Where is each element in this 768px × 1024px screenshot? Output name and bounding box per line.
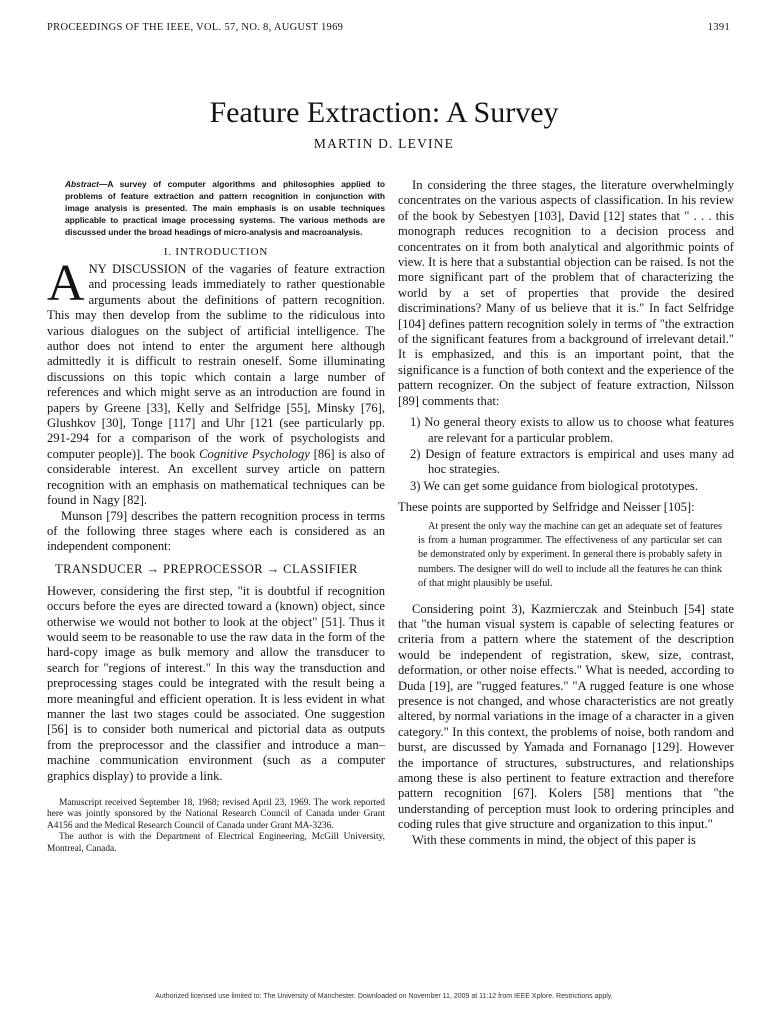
abstract-lead: Abstract <box>65 179 99 189</box>
closing-line: With these comments in mind, the object of this paper is <box>412 832 696 847</box>
running-head <box>47 22 730 33</box>
paper-title: Feature Extraction: A Survey <box>209 96 559 130</box>
literature-paragraph: In considering the three stages, the literature overwhelmingly concentrates on the various aspects of classification. In his review of the book by Sebestyen [103], David [12] states that " . . . this monograph reduces recognition to a decision process and concentrates on it from both analytical and algorithmic points of view. It is here that a substantial objection can be raised. Is not the more significant part of the problem that of characterizing the world by a set of properties that provide the desired discriminations? Many of us believe that it is." In fact Selfridge [104] defines pattern recognition solely in terms of "the extraction of the significant features from a background of irrelevant detail." It is emphasized, and this is an important point, that the significance is a function of both context and the experience of the pattern recognizer. On the subject of feature extraction, Nilsson [89] comments that: <box>398 178 734 408</box>
nilsson-points-list <box>398 415 734 494</box>
list-item: 1) No general theory exists to allow us to choose what features are relevant for a particular problem. <box>410 415 734 445</box>
author-name: MARTIN D. LEVINE <box>313 136 455 151</box>
manuscript-footnote: Manuscript received September 18, 1968; revised April 23, 1969. The work reported here was jointly sponsored by the National Research Council of Canada under Grant A4156 and the Medical Research Council of Canada under Grant MA-3236. <box>47 798 385 831</box>
intro-paragraph <box>47 255 385 509</box>
munson-paragraph: Munson [79] describes the pattern recognition process in terms of the following three stages where each is considered as an independent component: <box>47 508 385 554</box>
block-quote <box>418 520 722 592</box>
list-item: 2) Design of feature extractors is empirical and uses many ad hoc strategies. <box>410 446 734 477</box>
list-item: 3) We can get some guidance from biological prototypes. <box>410 478 698 493</box>
abstract-text: —A survey of computer algorithms and philosophies applied to problems of feature extraction and pattern recognition in conjunction with image analysis is presented. The main emphasis is on usable techniques applicable to practical image processing systems. The various methods are discussed under the broad headings of micro-analysis and macroanalysis. <box>65 179 385 237</box>
quote-text: At present the only way the machine can get an adequate set of features is from a human programmer. The effectiveness of any particular set can be demonstrated only by experiment. In general there is probably safety in numbers. The designer will do well to include all the features he can think of that might plausibly be useful. <box>418 520 722 590</box>
intro-text-end: [86] is also of considerable interest. An excellent survey article on pattern recognition with an emphasis on mathematical techniques can be found in Nagy [82]. <box>47 446 385 508</box>
intro-text: NY DISCUSSION of the vagaries of feature extraction and processing leads immediately to rather questionable arguments about the definitions of pattern recognition. This may then develop from the sublime to the ridiculous into various dialogues on the subject of artificial intelligence. The author does not intend to enter the argument here although admittedly it is difficult to restrain oneself. Some illuminating discussions on this topic which contain a large number of references and which might serve as an introduction are found in papers by Greene [33], Kelly and Selfridge [55], Minsky [76], Glushkov [30], Tonge [117] and Uhr [121 (see particularly pp. 291-294 for a comparison of the work of psychologists and computer people)]. The book <box>47 262 385 461</box>
book-title: Cognitive Psychology <box>199 446 310 461</box>
page-number: 1391 <box>707 22 730 33</box>
author-affiliation-footnote: The author is with the Department of Electrical Engineering, McGill University, Montreal, Canada. <box>47 832 385 854</box>
transducer-paragraph: However, considering the first step, "it is doubtful if recognition occurs before the eyes are directed toward a (known) object, since otherwise we would not bother to look at the object" [51]. Thus it would seem to be reasonable to use the raw data in the form of the hard-copy image as bulk memory and allow the transducer to search for "regions of interest." In this way the transduction and preprocessing stages could be integrated with the result being a more meaningful and efficient operation. It is less evident in what manner the last two stages could be associated. One suggestion [56] is to consider both numerical and pictorial data as outputs from the preprocessor and the classifier and introduce a man–machine communication environment (such as a computer graphics display) to provide a link. <box>47 583 385 783</box>
support-sentence: These points are supported by Selfridge and Neisser [105]: <box>398 500 695 515</box>
section-heading: I. INTRODUCTION <box>163 246 269 258</box>
right-column <box>398 178 734 848</box>
journal-citation: PROCEEDINGS OF THE IEEE, VOL. 57, NO. 8, AUGUST 1969 <box>47 22 344 33</box>
intro-paragraph-wrap <box>47 255 385 509</box>
abstract <box>65 178 385 238</box>
dropcap-letter: A <box>47 255 85 312</box>
license-footer: Authorized licensed use limited to: The University of Manchester. Downloaded on November 11, 2009 at 11:12 from IEEE Xplore. Restrictions apply. <box>155 993 613 1000</box>
pipeline-stages: TRANSDUCER → PREPROCESSOR → CLASSIFIER <box>55 561 358 576</box>
left-column <box>47 178 385 855</box>
point3-paragraph: Considering point 3), Kazmierczak and Steinbuch [54] state that "the human visual system is capable of selecting features or criteria from a pattern where the statement of the description would be independent of registration, skew, size, contrast, deformation, or other noise effects." What is needed, according to Duda [19], are "rugged features." "A rugged feature is one whose presence is not changed, and whose characteristics are not greatly altered, by normal variations in the image of a character in a given category." In this context, the problems of noise, both random and burst, are discussed by Yamada and Fornanago [129]. However the importance of structures, substructures, and relationships among these is also pertinent to feature extraction and therefore pattern recognition [67]. Kolers [58] mentions that "the understanding of perception must look to ordering principles and coding rules that give structure and organization to this input." <box>398 601 734 832</box>
